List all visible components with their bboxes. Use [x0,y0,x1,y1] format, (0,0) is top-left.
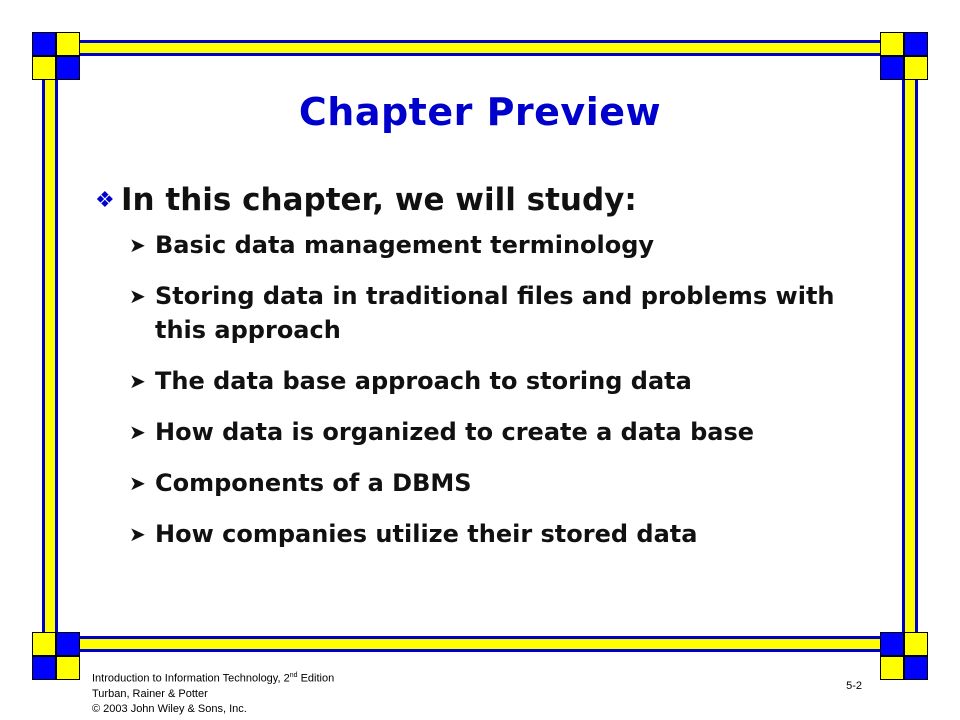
frame-top-border [56,40,904,56]
corner-ornament-top-right [880,32,928,80]
footer-edition-word: Edition [297,672,335,685]
arrowhead-bullet-icon: ➤ [129,369,146,393]
arrowhead-bullet-icon: ➤ [129,471,146,495]
corner-ornament-bottom-left [32,632,80,680]
list-item-text: How companies utilize their stored data [155,520,698,548]
list-item-text: Storing data in traditional files and problems with this approach [155,282,835,344]
arrowhead-bullet-icon: ➤ [129,522,146,546]
list-item [129,279,870,347]
list-item-text: Components of a DBMS [155,469,472,497]
arrowhead-bullet-icon: ➤ [129,420,146,444]
list-item-text: Basic data management terminology [155,231,655,259]
intro-bullet [95,182,870,218]
list-item [129,364,870,398]
frame-bottom-border [56,636,904,652]
corner-ornament-top-left [32,32,80,80]
list-item-text: The data base approach to storing data [155,367,692,395]
page-number: 5-2 [846,680,862,692]
slide-title: Chapter Preview [298,90,662,134]
intro-text: In this chapter, we will study: [121,182,637,218]
arrowhead-bullet-icon: ➤ [129,284,146,308]
footer-copyright: © 2003 John Wiley & Sons, Inc. [92,702,247,715]
slide-content [95,182,870,568]
frame-right-border [902,56,918,664]
footer-edition-superscript: nd [289,672,298,679]
list-item [129,228,870,262]
list-item [129,517,870,551]
slide-footer [92,668,334,717]
footer-book-title-main: Introduction to Information Technology, 2 [92,672,290,685]
arrowhead-bullet-icon: ➤ [129,233,146,257]
list-item-text: How data is organized to create a data base [155,418,755,446]
list-item [129,415,870,449]
list-item [129,466,870,500]
corner-ornament-bottom-right [880,632,928,680]
diamond-bullet-icon: ❖ [95,187,115,213]
footer-book-title [92,668,334,687]
footer-authors: Turban, Rainer & Potter [92,687,208,700]
frame-left-border [42,56,58,664]
